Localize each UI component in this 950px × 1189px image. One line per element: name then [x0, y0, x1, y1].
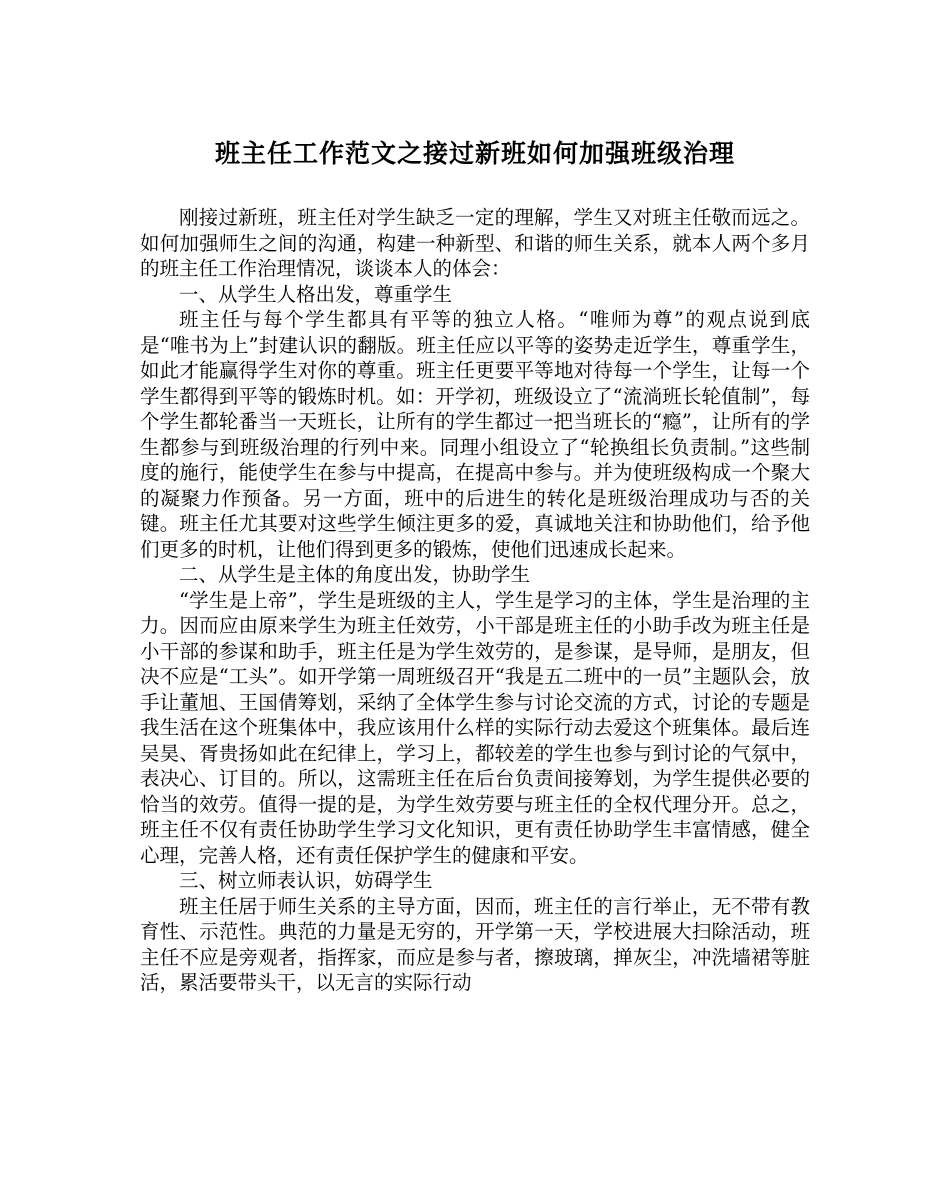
section-heading-1: 一、从学生人格出发，尊重学生 [179, 282, 453, 306]
section-heading-3: 三、树立师表认识，妨碍学生 [179, 869, 433, 892]
paragraph-section-1: 班主任与每个学生都具有平等的独立人格。“唯师为尊”的观点说到底是“唯书为上”封建认识的翻版。班主任应以平等的姿势走近学生，尊重学生，如此才能赢得学生对你的尊重。班主任更要平等地对待每一个学生，让每一个学生都得到平等的锻炼时机。如：开学初，班级设立了“流淌班长轮值制”，每个学生都轮番当一天班长，让所有的学生都过一把当班长的“瘾”，让所有的学生都参与到班级治理的行列中来。同理小组设立了“轮换组长负责制。”这些制度的施行，能使学生在参与中提高，在提高中参与。并为使班级构成一个聚大的凝聚力作预备。另一方面，班中的后进生的转化是班级治理成功与否的关键。班主任尤其要对这些学生倾注更多的爱，真诚地关注和协助他们，给予他们更多的时机，让他们得到更多的锻炼，使他们迅速成长起来。 [140, 308, 810, 561]
paragraph-section-2: “学生是上帝”，学生是班级的主人，学生是学习的主体，学生是治理的主力。因而应由原来学生为班主任效劳，小干部是班主任的小助手改为班主任是小干部的参谋和助手，班主任是为学生效劳的，是参谋，是导师，是朋友，但决不应是“工头”。如开学第一周班级召开“我是五二班中的一员”主题队会，放手让董旭、王国倩筹划，采纳了全体学生参与讨论交流的方式，讨论的专题是我生活在这个班集体中，我应该用什么样的实际行动去爱这个班集体。最后连吴昊、胥贵扬如此在纪律上，学习上，都较差的学生也参与到讨论的气氛中，表决心、订目的。所以，这需班主任在后台负责间接筹划，为学生提供必要的恰当的效劳。值得一提的是，为学生效劳要与班主任的全权代理分开。总之，班主任不仅有责任协助学生学习文化知识，更有责任协助学生丰富情感，健全心理，完善人格，还有责任保护学生的健康和平安。 [140, 588, 810, 867]
section-heading-2: 二、从学生是主体的角度出发，协助学生 [179, 563, 531, 586]
document-body [140, 205, 810, 996]
document-title: 班主任工作范文之接过新班如何加强班级治理 [214, 139, 735, 168]
paragraph-intro: 刚接过新班，班主任对学生缺乏一定的理解，学生又对班主任敬而远之。如何加强师生之间的沟通，构建一种新型、和谐的师生关系，就本人两个多月的班主任工作治理情况，谈谈本人的体会： [140, 206, 810, 280]
paragraph-section-3: 班主任居于师生关系的主导方面，因而，班主任的言行举止，无不带有教育性、示范性。典范的力量是无穷的，开学第一天，学校进展大扫除活动，班主任不应是旁观者，指挥家，而应是参与者，擦玻璃，掸灰尘，冲洗墙裙等脏活，累活要带头干，以无言的实际行动 [140, 894, 810, 994]
